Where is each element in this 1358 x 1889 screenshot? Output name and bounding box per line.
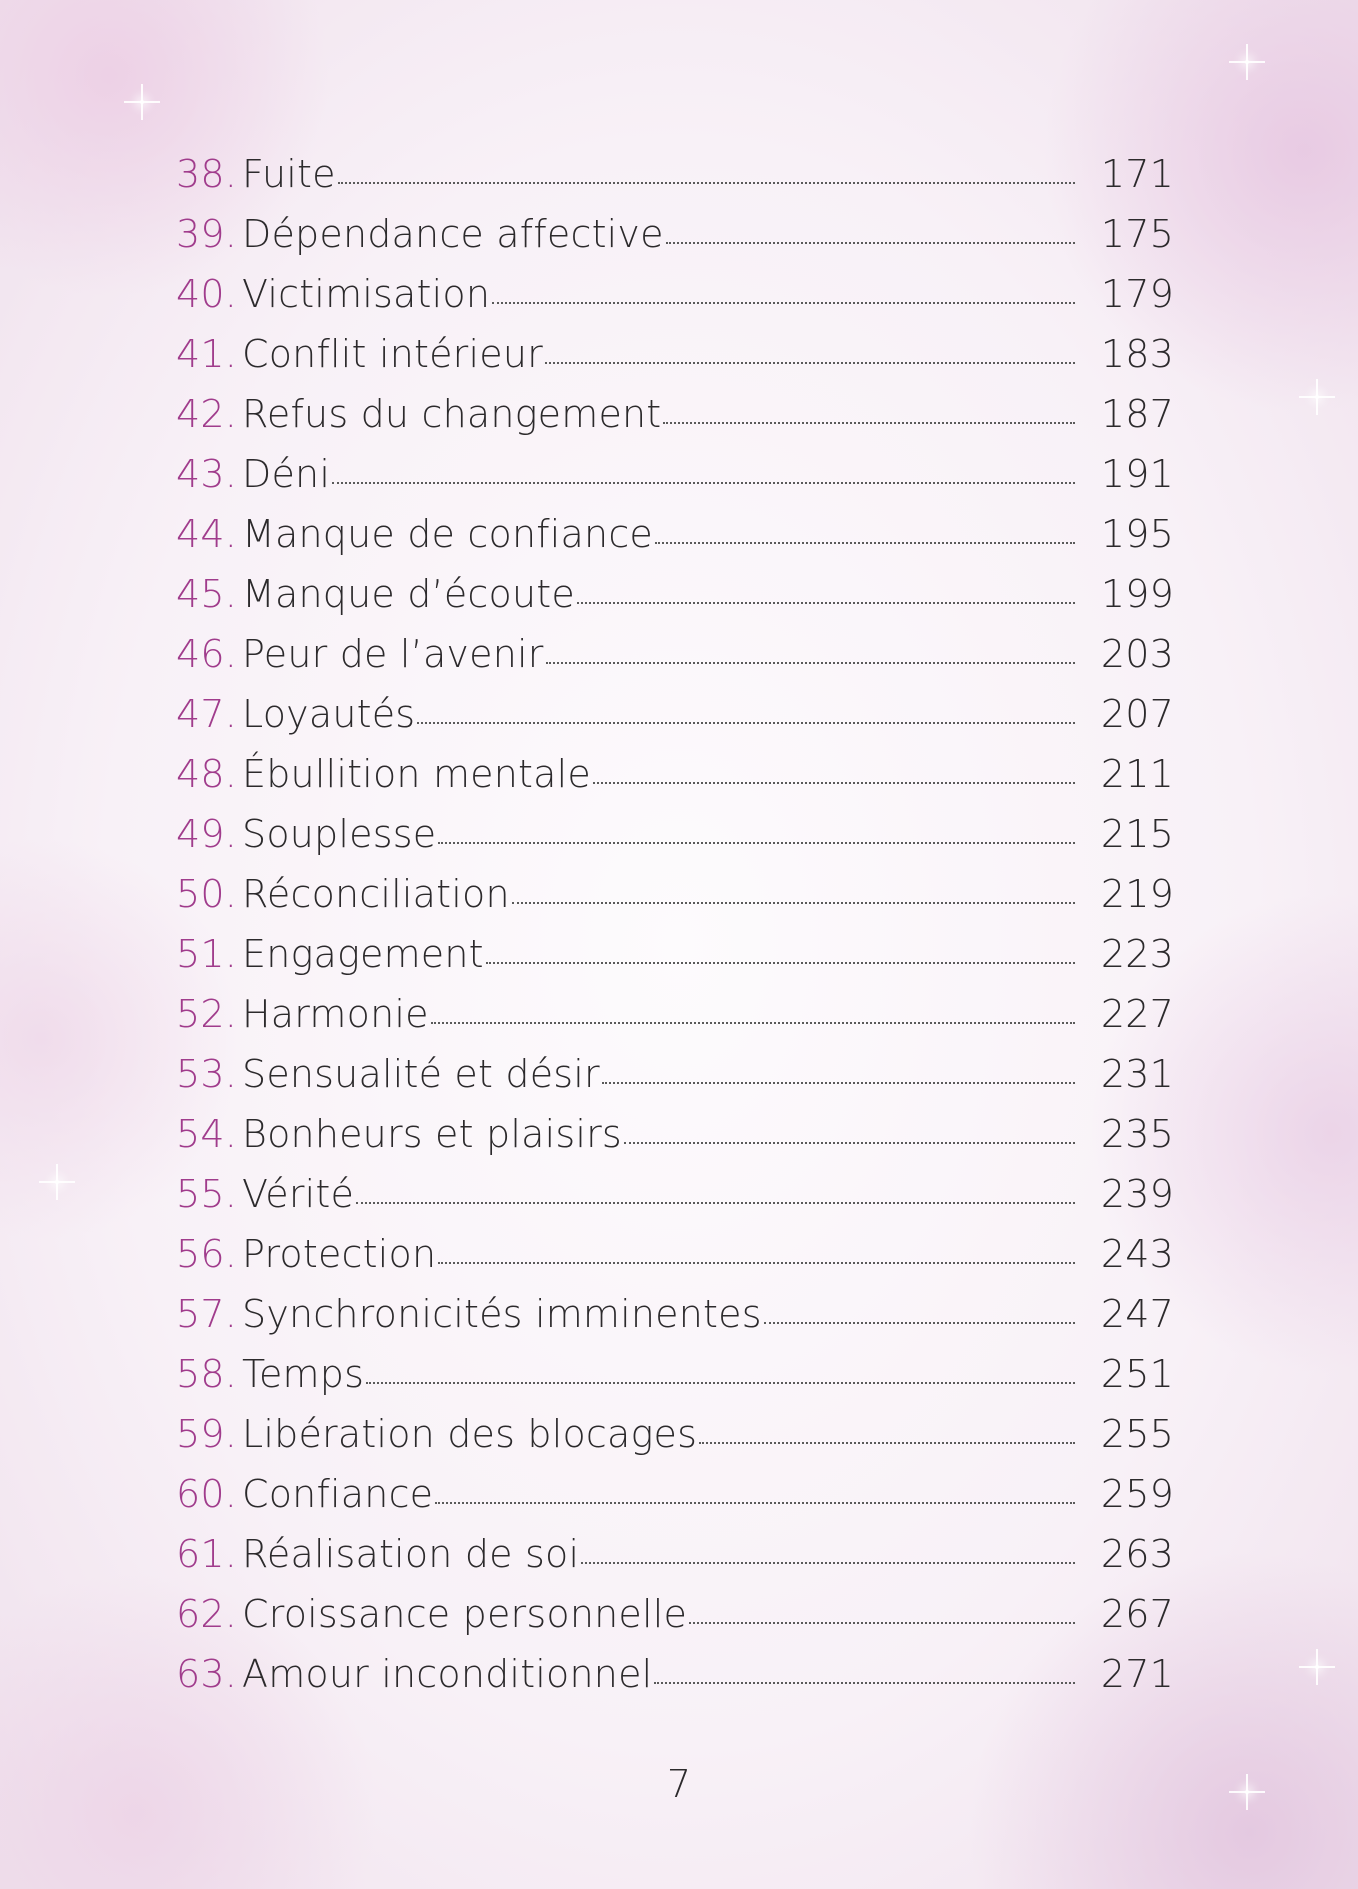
sparkle-decoration <box>1245 60 1249 64</box>
dot-leader <box>431 1020 1075 1024</box>
dot-leader <box>699 1440 1075 1444</box>
entry-number: 57. <box>176 1292 238 1336</box>
entry-number: 42. <box>176 392 238 436</box>
entry-number: 41. <box>176 332 238 376</box>
entry-page-number: 203 <box>1100 632 1174 676</box>
toc-entry[interactable] <box>176 932 1174 992</box>
entry-page-number: 223 <box>1100 932 1174 976</box>
entry-number: 45. <box>176 572 238 616</box>
entry-page-number: 271 <box>1100 1652 1174 1696</box>
entry-number: 52. <box>176 992 238 1036</box>
entry-number: 48. <box>176 752 238 796</box>
dot-leader <box>438 1260 1075 1264</box>
entry-title: Synchronicités imminentes <box>242 1292 762 1336</box>
entry-title: Protection <box>242 1232 437 1276</box>
entry-title: Temps <box>242 1352 365 1396</box>
entry-page-number: 215 <box>1100 812 1174 856</box>
entry-number: 53. <box>176 1052 238 1096</box>
toc-entry[interactable] <box>176 632 1174 692</box>
entry-title: Souplesse <box>242 812 437 856</box>
entry-title: Croissance personnelle <box>242 1592 688 1636</box>
dot-leader <box>593 780 1075 784</box>
toc-entry[interactable] <box>176 992 1174 1052</box>
toc-entry[interactable] <box>176 1352 1174 1412</box>
dot-leader <box>492 300 1075 304</box>
entry-number: 51. <box>176 932 238 976</box>
entry-number: 44. <box>176 512 238 556</box>
entry-title: Loyautés <box>242 692 416 736</box>
toc-entry[interactable] <box>176 512 1174 572</box>
entry-page-number: 263 <box>1100 1532 1174 1576</box>
toc-entry[interactable] <box>176 1292 1174 1352</box>
toc-entry[interactable] <box>176 1532 1174 1592</box>
sparkle-decoration <box>140 100 144 104</box>
sparkle-decoration <box>55 1180 59 1184</box>
dot-leader <box>438 840 1075 844</box>
toc-entry[interactable] <box>176 1052 1174 1112</box>
toc-entry[interactable] <box>176 272 1174 332</box>
dot-leader <box>546 660 1075 664</box>
entry-title: Engagement <box>242 932 484 976</box>
entry-title: Sensualité et désir <box>242 1052 600 1096</box>
dot-leader <box>366 1380 1075 1384</box>
entry-page-number: 171 <box>1100 152 1174 196</box>
sparkle-decoration <box>1315 1665 1319 1669</box>
entry-number: 56. <box>176 1232 238 1276</box>
dot-leader <box>356 1200 1075 1204</box>
entry-number: 46. <box>176 632 238 676</box>
toc-entry[interactable] <box>176 872 1174 932</box>
dot-leader <box>332 480 1075 484</box>
entry-number: 50. <box>176 872 238 916</box>
entry-number: 38. <box>176 152 238 196</box>
toc-entry[interactable] <box>176 1592 1174 1652</box>
entry-title: Vérité <box>242 1172 355 1216</box>
entry-title: Dépendance affective <box>242 212 664 256</box>
entry-title: Bonheurs et plaisirs <box>242 1112 622 1156</box>
toc-entry[interactable] <box>176 752 1174 812</box>
entry-number: 58. <box>176 1352 238 1396</box>
dot-leader <box>417 720 1075 724</box>
toc-entry[interactable] <box>176 1172 1174 1232</box>
toc-entry[interactable] <box>176 392 1174 452</box>
entry-title: Confiance <box>242 1472 434 1516</box>
entry-page-number: 219 <box>1100 872 1174 916</box>
dot-leader <box>338 180 1075 184</box>
entry-title: Manque de confiance <box>242 512 654 556</box>
entry-title: Conflit intérieur <box>242 332 543 376</box>
entry-number: 61. <box>176 1532 238 1576</box>
toc-entry[interactable] <box>176 812 1174 872</box>
dot-leader <box>577 600 1075 604</box>
page-number: 7 <box>666 1762 692 1806</box>
entry-title: Victimisation <box>242 272 491 316</box>
entry-page-number: 195 <box>1100 512 1174 556</box>
dot-leader <box>602 1080 1075 1084</box>
toc-entry[interactable] <box>176 1472 1174 1532</box>
entry-page-number: 199 <box>1100 572 1174 616</box>
entry-title: Refus du changement <box>242 392 662 436</box>
entry-number: 43. <box>176 452 238 496</box>
dot-leader <box>663 420 1074 424</box>
toc-entry[interactable] <box>176 452 1174 512</box>
sparkle-decoration <box>1315 395 1319 399</box>
entry-number: 59. <box>176 1412 238 1456</box>
entry-title: Réconciliation <box>242 872 510 916</box>
entry-number: 49. <box>176 812 238 856</box>
toc-entry[interactable] <box>176 572 1174 632</box>
entry-page-number: 251 <box>1100 1352 1174 1396</box>
entry-number: 60. <box>176 1472 238 1516</box>
toc-entry[interactable] <box>176 1412 1174 1472</box>
entry-title: Amour inconditionnel <box>242 1652 653 1696</box>
dot-leader <box>654 1680 1074 1684</box>
entry-page-number: 255 <box>1100 1412 1174 1456</box>
toc-entry[interactable] <box>176 212 1174 272</box>
entry-page-number: 267 <box>1100 1592 1174 1636</box>
entry-page-number: 183 <box>1100 332 1174 376</box>
entry-title: Ébullition mentale <box>242 752 591 796</box>
entry-number: 54. <box>176 1112 238 1156</box>
dot-leader <box>545 360 1075 364</box>
toc-entry[interactable] <box>176 332 1174 392</box>
entry-page-number: 227 <box>1100 992 1174 1036</box>
dot-leader <box>435 1500 1075 1504</box>
entry-title: Manque d’écoute <box>242 572 575 616</box>
toc-entry[interactable] <box>176 1112 1174 1172</box>
entry-page-number: 211 <box>1100 752 1174 796</box>
dot-leader <box>666 240 1075 244</box>
toc-entry[interactable] <box>176 1232 1174 1292</box>
entry-page-number: 231 <box>1100 1052 1174 1096</box>
entry-page-number: 187 <box>1100 392 1174 436</box>
dot-leader <box>764 1320 1075 1324</box>
entry-number: 47. <box>176 692 238 736</box>
dot-leader <box>624 1140 1075 1144</box>
entry-title: Peur de l’avenir <box>242 632 544 676</box>
dot-leader <box>655 540 1075 544</box>
entry-page-number: 243 <box>1100 1232 1174 1276</box>
entry-number: 63. <box>176 1652 238 1696</box>
entry-number: 40. <box>176 272 238 316</box>
entry-page-number: 175 <box>1100 212 1174 256</box>
entry-title: Libération des blocages <box>242 1412 698 1456</box>
entry-number: 62. <box>176 1592 238 1636</box>
entry-number: 39. <box>176 212 238 256</box>
entry-number: 55. <box>176 1172 238 1216</box>
dot-leader <box>689 1620 1075 1624</box>
toc-entry[interactable] <box>176 152 1174 212</box>
entry-page-number: 191 <box>1100 452 1174 496</box>
entry-page-number: 207 <box>1100 692 1174 736</box>
entry-page-number: 235 <box>1100 1112 1174 1156</box>
table-of-contents <box>176 152 1174 1712</box>
entry-page-number: 259 <box>1100 1472 1174 1516</box>
entry-title: Réalisation de soi <box>242 1532 580 1576</box>
entry-page-number: 247 <box>1100 1292 1174 1336</box>
entry-page-number: 239 <box>1100 1172 1174 1216</box>
dot-leader <box>581 1560 1075 1564</box>
entry-title: Fuite <box>242 152 336 196</box>
toc-entry[interactable] <box>176 692 1174 752</box>
entry-title: Harmonie <box>242 992 429 1036</box>
dot-leader <box>512 900 1075 904</box>
toc-entry[interactable] <box>176 1652 1174 1712</box>
dot-leader <box>486 960 1075 964</box>
entry-title: Déni <box>242 452 331 496</box>
entry-page-number: 179 <box>1100 272 1174 316</box>
